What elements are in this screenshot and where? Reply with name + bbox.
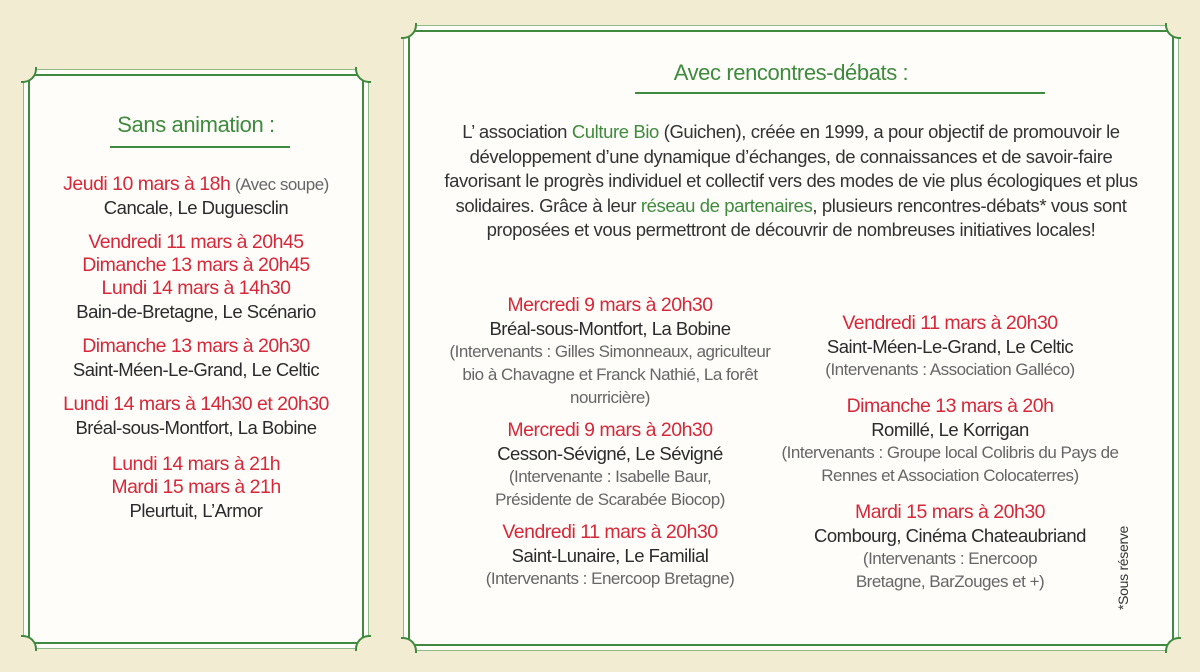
left-panel [28, 74, 364, 644]
debate-item [440, 294, 780, 409]
event-date: Mercredi 9 mars à 20h30 [507, 294, 713, 316]
debate-item [760, 501, 1140, 593]
title-underline [110, 146, 290, 148]
corner-ornament [355, 67, 371, 83]
event-speakers: (Intervenants : Enercoop Bretagne, BarZouges et +) [855, 549, 1045, 591]
event-note: (Avec soupe) [234, 175, 329, 194]
event-place: Saint-Méen-Le-Grand, Le Celtic [72, 359, 320, 380]
corner-ornament [21, 67, 37, 83]
event-date: Lundi 14 mars à 14h30 et 20h30 [63, 393, 329, 415]
event-item [30, 172, 362, 219]
intro-text: , plusieurs rencontres-débats* vous sont proposées et vous permettront de découvrir de nombreuses initiatives locales! [486, 194, 1127, 240]
debate-item [440, 419, 780, 511]
event-place: Combourg, Cinéma Chateaubriand [814, 525, 1086, 546]
intro-text: L’ association [462, 121, 572, 142]
event-speakers: (Intervenante : Isabelle Baur, Présidente de Scarabée Biocop) [495, 467, 725, 509]
corner-ornament [355, 635, 371, 651]
debate-column-right [760, 312, 1140, 603]
event-place: Bain-de-Bretagne, Le Scénario [76, 301, 316, 322]
left-panel-title: Sans animation : [117, 112, 275, 137]
event-speakers: (Intervenants : Groupe local Colibris du Pays de Rennes et Association Colocaterres) [781, 443, 1119, 485]
event-date: Vendredi 11 mars à 20h30 [502, 521, 718, 543]
corner-ornament [401, 23, 417, 39]
event-date: Dimanche 13 mars à 20h30 [82, 335, 310, 357]
event-place: Bréal-sous-Montfort, La Bobine [75, 417, 317, 438]
event-date: Dimanche 13 mars à 20h [846, 395, 1054, 417]
right-panel-title: Avec rencontres-débats : [673, 60, 909, 85]
event-item [30, 231, 362, 323]
event-date: Mercredi 9 mars à 20h30 [507, 419, 713, 441]
corner-ornament [21, 635, 37, 651]
footnote-sous-reserve: *Sous réserve [1115, 525, 1131, 610]
event-date: Vendredi 11 mars à 20h45 [88, 231, 304, 253]
event-place: Romillé, Le Korrigan [871, 419, 1029, 440]
left-event-list [30, 172, 362, 534]
corner-ornament [1165, 23, 1181, 39]
corner-ornament [1165, 637, 1181, 653]
event-date: Mardi 15 mars à 21h [111, 476, 281, 498]
event-speakers: (Intervenants : Enercoop Bretagne) [485, 569, 735, 588]
event-place: Cesson-Sévigné, Le Sévigné [497, 443, 723, 464]
event-place: Saint-Lunaire, Le Familial [511, 545, 709, 566]
debate-item [760, 395, 1140, 487]
event-speakers: (Intervenants : Association Galléco) [825, 360, 1075, 379]
debate-item [760, 312, 1140, 381]
event-date: Mardi 15 mars à 20h30 [854, 501, 1046, 523]
event-item [30, 335, 362, 381]
event-place: Saint-Méen-Le-Grand, Le Celtic [826, 336, 1074, 357]
event-date: Lundi 14 mars à 21h [111, 453, 281, 475]
event-place: Bréal-sous-Montfort, La Bobine [489, 318, 731, 339]
debate-column-left [440, 294, 780, 600]
intro-text: (Guichen), créée en 1999, a pour objectif de promouvoir le développement d’une dynamique d’échanges, de connaissances et de savoir-faire favorisant le progrès individuel et collectif vers des modes de vie plus écologiques et plus solidaires. Grâce à leur [444, 121, 1138, 216]
partner-network-link[interactable]: réseau de partenaires [640, 194, 813, 216]
debate-item [440, 521, 780, 590]
event-date: Dimanche 13 mars à 20h45 [82, 254, 310, 276]
right-panel [408, 30, 1174, 646]
event-date: Lundi 14 mars à 14h30 [101, 277, 291, 299]
corner-ornament [401, 637, 417, 653]
event-place: Cancale, Le Duguesclin [103, 197, 289, 218]
event-item [30, 393, 362, 439]
intro-paragraph [430, 120, 1152, 243]
culture-bio-link[interactable]: Culture Bio [571, 121, 659, 142]
event-item [30, 453, 362, 522]
title-underline [635, 92, 1045, 94]
event-speakers: (Intervenants : Gilles Simonneaux, agriculteur bio à Chavagne et Franck Nathié, La forêt nourricière) [449, 342, 771, 407]
event-date: Vendredi 11 mars à 20h30 [842, 312, 1058, 334]
event-place: Pleurtuit, L’Armor [129, 500, 263, 521]
event-date: Jeudi 10 mars à 18h [63, 173, 231, 195]
